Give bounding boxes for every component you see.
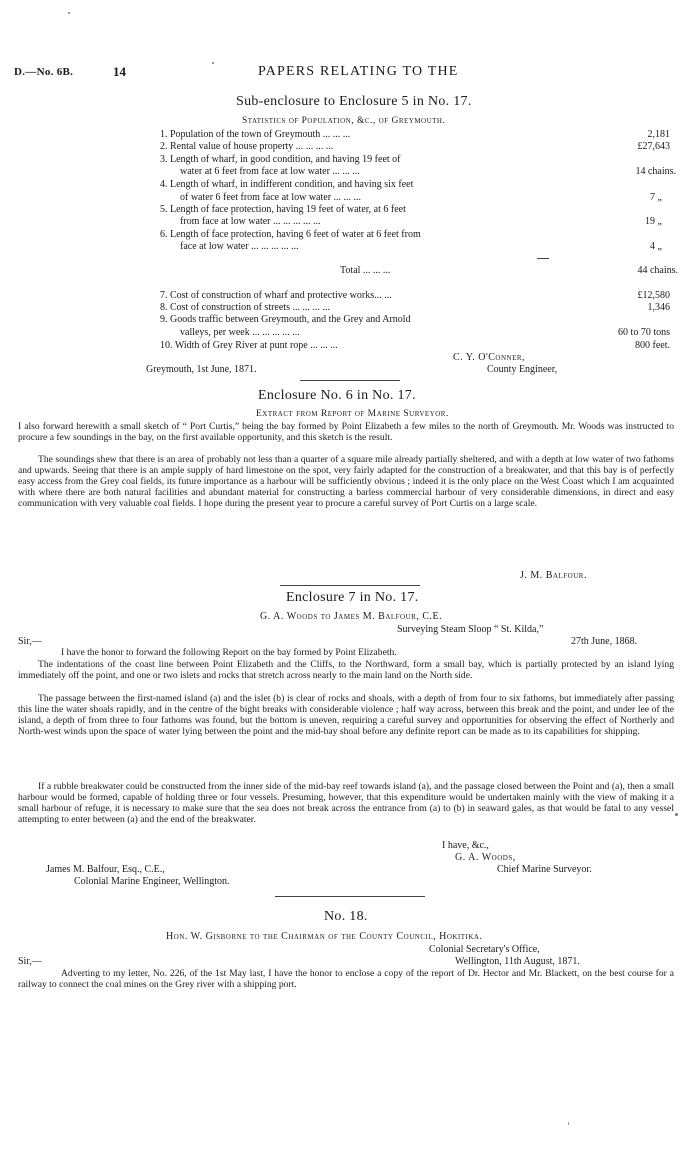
stat-label: 10. Width of Grey River at punt rope ... ... ... <box>160 340 338 351</box>
stat-label: 6. Length of face protection, having 6 feet of water at 6 feet from <box>160 229 421 240</box>
stat-label: of water 6 feet from face at low water ... ... ... <box>180 192 362 203</box>
stat-value: 1,346 <box>647 302 670 313</box>
salutation: Sir,— <box>18 636 42 647</box>
sub-enclosure-subheading: Statistics of Population, &c., of Greymouth. <box>242 116 446 126</box>
enclosure7-signatory: G. A. Woods, <box>455 852 516 863</box>
enclosure6-heading: Enclosure No. 6 in No. 17. <box>258 388 416 403</box>
letter-date: 27th June, 1868. <box>571 636 638 647</box>
enclosure6-signatory: J. M. Balfour. <box>520 570 587 581</box>
stat-value: 800 feet. <box>635 340 670 351</box>
office-line: Colonial Secretary's Office, <box>429 944 540 955</box>
stat-value: 19 „ <box>645 216 662 227</box>
enclosure7-signatory-title: Chief Marine Surveyor. <box>497 864 592 875</box>
section-divider <box>275 896 425 897</box>
addressee-name: James M. Balfour, Esq., C.E., <box>46 864 165 875</box>
signatory-name: C. Y. O'Conner, <box>453 352 526 363</box>
total-label: Total ... ... ... <box>340 265 391 276</box>
scan-speck <box>68 12 70 14</box>
stat-label: 5. Length of face protection, having 19 feet of water, at 6 feet <box>160 204 406 215</box>
stat-value: 4 „ <box>650 241 662 252</box>
place-date: Greymouth, 1st June, 1871. <box>146 364 257 375</box>
scan-speck <box>568 1122 569 1125</box>
stat-label: 7. Cost of construction of wharf and protective works... ... <box>160 290 392 301</box>
address-line: Surveying Steam Sloop “ St. Kilda,” <box>397 624 544 635</box>
signatory-title: County Engineer, <box>487 364 558 375</box>
stat-label: 1. Population of the town of Greymouth ... ... ... <box>160 129 351 140</box>
document-code: D.—No. 6B. <box>14 66 74 78</box>
stat-label: valleys, per week ... ... ... ... ... <box>180 327 300 338</box>
page-number: 14 <box>113 64 126 79</box>
paragraph: The passage between the first-named island (a) and the islet (b) is clear of rocks and shoals, with a depth of from four to six fathoms, but immediately after passing this line the water shoals rapidly, and in the centre of the bight breaks with considerable violence ; half way across, between this break and the point, and under lee of the island, a depth of from three to four fathoms was found, but the bottom is uneven, requiring a careful survey and opportunities for observing the effect of Northerly and North-west winds upon the space of water lying between the point and the mid-bay shoal before any definite report can be made as to its capabilities for shipping. <box>18 693 674 738</box>
total-row <box>160 265 678 277</box>
stat-row <box>160 192 678 204</box>
stat-row <box>160 204 678 216</box>
stat-label: face at low water ... ... ... ... ... <box>180 241 299 252</box>
stat-label: water at 6 feet from face at low water ... ... ... <box>180 166 360 177</box>
stat-label: 2. Rental value of house property ... ... ... ... <box>160 141 334 152</box>
stat-value: 7 „ <box>650 192 662 203</box>
stat-label: from face at low water ... ... ... ... ... <box>180 216 321 227</box>
stat-value: 2,181 <box>647 129 670 140</box>
paragraph: Adverting to my letter, No. 226, of the 1st May last, I have the honor to enclose a copy of the report of Dr. Hector and Mr. Blackett, on the best course for a railway to connect the coal mines on the Grey river with a shipping port. <box>18 968 674 991</box>
stat-row <box>160 241 678 253</box>
page-title: PAPERS RELATING TO THE <box>258 64 459 79</box>
stat-row <box>160 216 678 228</box>
scan-speck <box>675 813 678 816</box>
salutation: Sir,— <box>18 956 42 967</box>
paragraph: I have the honor to forward the following Report on the bay formed by Point Elizabeth. <box>61 647 397 658</box>
stat-label: 8. Cost of construction of streets ... ... ... ... <box>160 302 330 313</box>
scan-speck <box>212 62 214 64</box>
stat-label: 9. Goods traffic between Greymouth, and the Grey and Arnold <box>160 314 411 325</box>
stat-row <box>160 129 678 141</box>
enclosure7-subheading: G. A. Woods to James M. Balfour, C.E. <box>260 611 443 622</box>
stat-row <box>160 302 678 314</box>
stat-row <box>160 154 678 166</box>
stat-value: 60 to 70 tons <box>618 327 670 338</box>
paragraph: The indentations of the coast line between Point Elizabeth and the Cliffs, to the Northward, form a small bay, which is partially protected by an island lying immediately off the point, and one or two islets and rocks that stretch across nearly to the main land on the North side. <box>18 659 674 682</box>
stat-row <box>160 229 678 241</box>
addressee-title: Colonial Marine Engineer, Wellington. <box>74 876 230 887</box>
enclosure7-heading: Enclosure 7 in No. 17. <box>286 590 419 605</box>
sum-rule <box>537 258 549 259</box>
stat-value: £12,580 <box>637 290 670 301</box>
stat-row <box>160 141 678 153</box>
stat-label: 3. Length of wharf, in good condition, and having 19 feet of <box>160 154 401 165</box>
stat-row <box>160 314 678 326</box>
stat-value: 14 chains. <box>635 166 676 177</box>
no18-subheading: Hon. W. Gisborne to the Chairman of the County Council, Hokitika. <box>166 931 483 942</box>
total-value: 44 chains. <box>637 265 678 276</box>
stat-label: 4. Length of wharf, in indifferent condition, and having six feet <box>160 179 414 190</box>
section-divider <box>280 585 420 586</box>
paragraph: I also forward herewith a small sketch of “ Port Curtis,” being the bay formed by Point Elizabeth a few miles to the north of Greymouth. Mr. Woods was instructed to procure a few soundings in the bay, on the first available opportunity, and this sketch is the result. <box>18 421 674 444</box>
enclosure6-subheading: Extract from Report of Marine Surveyor. <box>256 409 449 419</box>
paragraph: If a rubble breakwater could be constructed from the inner side of the mid-bay reef towards island (a), and the passage closed between the Point and (a), then a small harbour would be formed, capable of holding three or four vessels. Presuming, however, that this expenditure would be undertaken mainly with the view of making it a small harbour of refuge, it is necessary to make sure that the sea does not break across the entrance from (a) to (b) in seaward gales, as that would be fatal to any vessel attempting to enter between (a) and the end of the breakwater. <box>18 781 674 826</box>
stat-row <box>160 290 678 302</box>
stat-value: £27,643 <box>637 141 670 152</box>
no18-heading: No. 18. <box>324 909 368 924</box>
stat-row <box>160 166 678 178</box>
stat-row <box>160 179 678 191</box>
letter-date: Wellington, 11th August, 1871. <box>455 956 580 967</box>
letter-closing: I have, &c., <box>442 840 489 851</box>
stat-row <box>160 327 678 339</box>
stat-row <box>160 340 678 352</box>
section-divider <box>300 380 400 381</box>
paragraph: The soundings shew that there is an area of probably not less than a quarter of a square mile already partially sheltered, and with a depth at low water of two fathoms and upwards. Seeing that there is an ample supply of hard limestone on the spot, very fairly adapted for the construction of a breakwater, and that this bay is of perfectly easy access from the Grey coal fields, its future importance as a harbour will be sufficiently obvious ; indeed it is the only place on the West Coast which I am acquainted with where there are both natural facilities and abundant material for constructing a barless commercial harbour of very considerable dimensions, in direct and easy communication with very valuable coal fields. I hope during the present year to procure a careful survey of Port Curtis on a large scale. <box>18 454 674 510</box>
sub-enclosure-heading: Sub-enclosure to Enclosure 5 in No. 17. <box>236 94 472 109</box>
